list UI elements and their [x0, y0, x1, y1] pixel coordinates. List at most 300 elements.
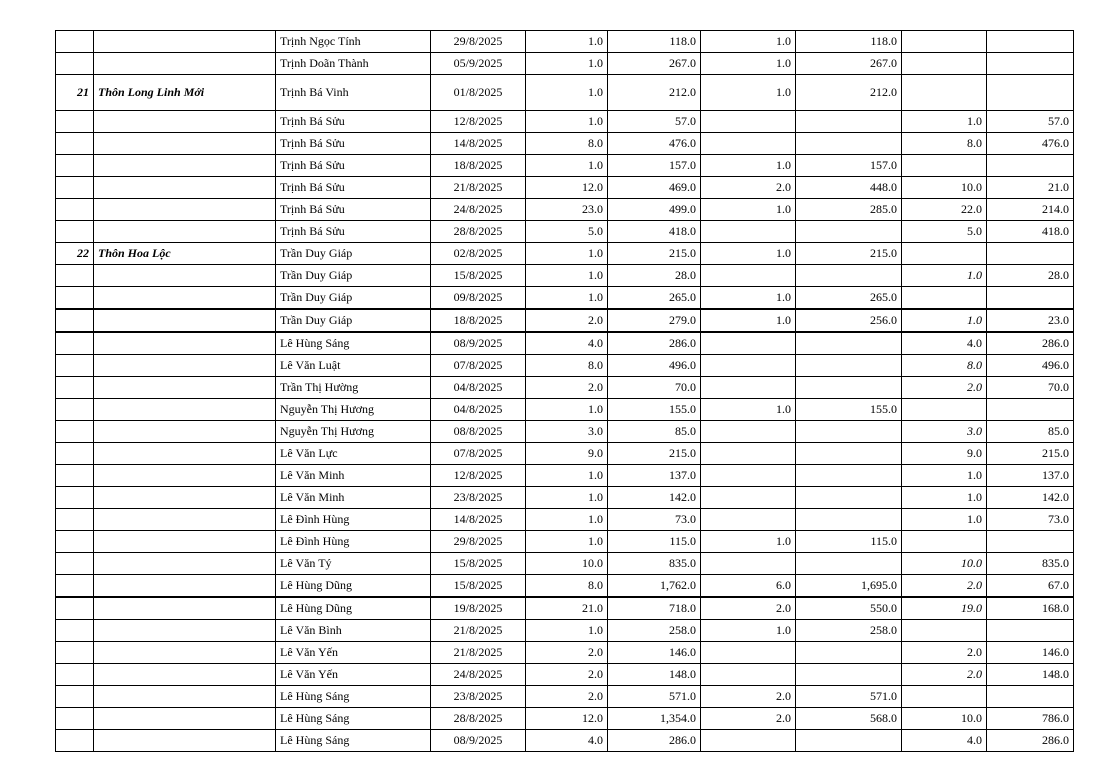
- village-name: [94, 575, 276, 598]
- person-name: Trịnh Bá Sửu: [276, 111, 431, 133]
- person-name: Lê Đình Hùng: [276, 509, 431, 531]
- value-c5: 1.0: [902, 265, 987, 287]
- value-c3: 1.0: [701, 620, 796, 642]
- row-number: [56, 465, 94, 487]
- person-name: Trịnh Bá Sửu: [276, 133, 431, 155]
- village-name: [94, 708, 276, 730]
- date-cell: 28/8/2025: [431, 708, 526, 730]
- row-number: [56, 31, 94, 53]
- value-c3: [701, 133, 796, 155]
- date-cell: 24/8/2025: [431, 199, 526, 221]
- table-row: [56, 664, 1074, 686]
- value-c6: 137.0: [987, 465, 1074, 487]
- value-c5: [902, 287, 987, 310]
- village-name: [94, 730, 276, 752]
- value-c6: [987, 243, 1074, 265]
- value-c1: 9.0: [526, 443, 608, 465]
- date-cell: 15/8/2025: [431, 265, 526, 287]
- person-name: Trịnh Bá Sửu: [276, 199, 431, 221]
- value-c4: 115.0: [796, 531, 902, 553]
- date-cell: 07/8/2025: [431, 355, 526, 377]
- value-c6: [987, 399, 1074, 421]
- value-c1: 1.0: [526, 509, 608, 531]
- value-c2: 286.0: [608, 332, 701, 355]
- row-number: [56, 620, 94, 642]
- value-c5: [902, 75, 987, 111]
- person-name: Lê Văn Minh: [276, 487, 431, 509]
- date-cell: 29/8/2025: [431, 31, 526, 53]
- village-name: [94, 465, 276, 487]
- value-c5: 4.0: [902, 730, 987, 752]
- value-c6: 28.0: [987, 265, 1074, 287]
- value-c3: 1.0: [701, 243, 796, 265]
- value-c4: [796, 377, 902, 399]
- value-c6: 85.0: [987, 421, 1074, 443]
- value-c2: 835.0: [608, 553, 701, 575]
- village-name: Thôn Long Linh Mới: [94, 75, 276, 111]
- village-name: [94, 221, 276, 243]
- village-name: [94, 155, 276, 177]
- value-c6: 67.0: [987, 575, 1074, 598]
- value-c6: 21.0: [987, 177, 1074, 199]
- table-row: [56, 133, 1074, 155]
- value-c2: 279.0: [608, 309, 701, 332]
- value-c1: 1.0: [526, 243, 608, 265]
- value-c6: [987, 155, 1074, 177]
- table-row: [56, 309, 1074, 332]
- value-c6: 23.0: [987, 309, 1074, 332]
- table-row: [56, 53, 1074, 75]
- date-cell: 07/8/2025: [431, 443, 526, 465]
- value-c4: 256.0: [796, 309, 902, 332]
- row-number: [56, 443, 94, 465]
- value-c2: 469.0: [608, 177, 701, 199]
- row-number: [56, 575, 94, 598]
- village-name: [94, 111, 276, 133]
- value-c4: [796, 730, 902, 752]
- value-c4: 157.0: [796, 155, 902, 177]
- value-c4: [796, 111, 902, 133]
- value-c1: 2.0: [526, 309, 608, 332]
- value-c4: [796, 509, 902, 531]
- table-row: [56, 642, 1074, 664]
- row-number: [56, 177, 94, 199]
- table-row: [56, 487, 1074, 509]
- date-cell: 09/8/2025: [431, 287, 526, 310]
- table-row: [56, 155, 1074, 177]
- table-row: [56, 177, 1074, 199]
- value-c5: 1.0: [902, 487, 987, 509]
- row-number: [56, 642, 94, 664]
- date-cell: 18/8/2025: [431, 309, 526, 332]
- row-number: [56, 708, 94, 730]
- value-c3: 1.0: [701, 155, 796, 177]
- row-number: [56, 730, 94, 752]
- value-c5: 19.0: [902, 597, 987, 620]
- value-c2: 258.0: [608, 620, 701, 642]
- person-name: Trịnh Bá Vinh: [276, 75, 431, 111]
- row-number: [56, 377, 94, 399]
- value-c3: [701, 443, 796, 465]
- table-row: [56, 199, 1074, 221]
- value-c4: [796, 221, 902, 243]
- table-row: [56, 509, 1074, 531]
- value-c5: 22.0: [902, 199, 987, 221]
- value-c6: 286.0: [987, 332, 1074, 355]
- row-number: [56, 111, 94, 133]
- date-cell: 05/9/2025: [431, 53, 526, 75]
- value-c3: 1.0: [701, 287, 796, 310]
- value-c4: [796, 265, 902, 287]
- date-cell: 24/8/2025: [431, 664, 526, 686]
- row-number: [56, 53, 94, 75]
- value-c2: 267.0: [608, 53, 701, 75]
- row-number: [56, 553, 94, 575]
- value-c1: 8.0: [526, 133, 608, 155]
- value-c2: 265.0: [608, 287, 701, 310]
- village-name: [94, 421, 276, 443]
- row-number: [56, 531, 94, 553]
- value-c3: 6.0: [701, 575, 796, 598]
- date-cell: 14/8/2025: [431, 133, 526, 155]
- row-number: 22: [56, 243, 94, 265]
- value-c4: 118.0: [796, 31, 902, 53]
- value-c1: 4.0: [526, 730, 608, 752]
- value-c3: 1.0: [701, 531, 796, 553]
- person-name: Trần Duy Giáp: [276, 287, 431, 310]
- value-c6: 148.0: [987, 664, 1074, 686]
- person-name: Trịnh Ngọc Tính: [276, 31, 431, 53]
- village-name: [94, 620, 276, 642]
- village-name: [94, 443, 276, 465]
- date-cell: 08/8/2025: [431, 421, 526, 443]
- value-c5: 2.0: [902, 377, 987, 399]
- value-c2: 286.0: [608, 730, 701, 752]
- value-c2: 418.0: [608, 221, 701, 243]
- value-c2: 157.0: [608, 155, 701, 177]
- value-c2: 115.0: [608, 531, 701, 553]
- value-c6: [987, 686, 1074, 708]
- value-c5: 8.0: [902, 355, 987, 377]
- person-name: Lê Hùng Dũng: [276, 597, 431, 620]
- value-c5: 4.0: [902, 332, 987, 355]
- value-c5: 5.0: [902, 221, 987, 243]
- value-c1: 2.0: [526, 642, 608, 664]
- value-c5: [902, 620, 987, 642]
- value-c6: 496.0: [987, 355, 1074, 377]
- table-row: [56, 75, 1074, 111]
- date-cell: 15/8/2025: [431, 575, 526, 598]
- village-name: [94, 355, 276, 377]
- value-c2: 1,762.0: [608, 575, 701, 598]
- person-name: Trần Thị Hường: [276, 377, 431, 399]
- value-c6: 146.0: [987, 642, 1074, 664]
- date-cell: 23/8/2025: [431, 487, 526, 509]
- person-name: Trần Duy Giáp: [276, 265, 431, 287]
- value-c5: [902, 531, 987, 553]
- value-c5: [902, 31, 987, 53]
- value-c5: [902, 155, 987, 177]
- value-c6: 73.0: [987, 509, 1074, 531]
- village-name: [94, 642, 276, 664]
- person-name: Trịnh Doãn Thành: [276, 53, 431, 75]
- value-c3: [701, 465, 796, 487]
- value-c5: 10.0: [902, 553, 987, 575]
- value-c3: 1.0: [701, 309, 796, 332]
- date-cell: 21/8/2025: [431, 642, 526, 664]
- value-c6: 168.0: [987, 597, 1074, 620]
- value-c3: 1.0: [701, 399, 796, 421]
- value-c1: 12.0: [526, 177, 608, 199]
- date-cell: 12/8/2025: [431, 111, 526, 133]
- village-name: [94, 377, 276, 399]
- person-name: Lê Đình Hùng: [276, 531, 431, 553]
- row-number: [56, 287, 94, 310]
- value-c1: 10.0: [526, 553, 608, 575]
- person-name: Lê Văn Minh: [276, 465, 431, 487]
- value-c1: 1.0: [526, 75, 608, 111]
- row-number: [56, 199, 94, 221]
- value-c4: [796, 642, 902, 664]
- person-name: Lê Văn Bình: [276, 620, 431, 642]
- value-c6: [987, 75, 1074, 111]
- value-c6: [987, 531, 1074, 553]
- value-c2: 148.0: [608, 664, 701, 686]
- table-row: [56, 221, 1074, 243]
- date-cell: 21/8/2025: [431, 620, 526, 642]
- value-c1: 12.0: [526, 708, 608, 730]
- value-c5: 1.0: [902, 111, 987, 133]
- value-c6: [987, 620, 1074, 642]
- value-c3: 2.0: [701, 708, 796, 730]
- value-c4: 215.0: [796, 243, 902, 265]
- row-number: 21: [56, 75, 94, 111]
- value-c2: 215.0: [608, 243, 701, 265]
- row-number: [56, 355, 94, 377]
- table-row: [56, 31, 1074, 53]
- value-c4: 1,695.0: [796, 575, 902, 598]
- value-c3: [701, 377, 796, 399]
- value-c1: 8.0: [526, 355, 608, 377]
- value-c5: [902, 686, 987, 708]
- value-c1: 4.0: [526, 332, 608, 355]
- village-name: [94, 199, 276, 221]
- value-c4: [796, 133, 902, 155]
- row-number: [56, 133, 94, 155]
- value-c1: 8.0: [526, 575, 608, 598]
- value-c1: 1.0: [526, 53, 608, 75]
- date-cell: 04/8/2025: [431, 377, 526, 399]
- value-c4: [796, 332, 902, 355]
- table-row: [56, 620, 1074, 642]
- value-c6: 70.0: [987, 377, 1074, 399]
- value-c2: 496.0: [608, 355, 701, 377]
- value-c3: [701, 487, 796, 509]
- value-c1: 1.0: [526, 155, 608, 177]
- person-name: Lê Văn Lực: [276, 443, 431, 465]
- date-cell: 04/8/2025: [431, 399, 526, 421]
- value-c4: 212.0: [796, 75, 902, 111]
- person-name: Nguyễn Thị Hương: [276, 421, 431, 443]
- person-name: Lê Hùng Sáng: [276, 730, 431, 752]
- row-number: [56, 309, 94, 332]
- value-c6: 142.0: [987, 487, 1074, 509]
- value-c3: 1.0: [701, 53, 796, 75]
- row-number: [56, 509, 94, 531]
- table-row: [56, 111, 1074, 133]
- village-name: [94, 509, 276, 531]
- table-row: [56, 708, 1074, 730]
- value-c3: [701, 221, 796, 243]
- value-c5: 2.0: [902, 642, 987, 664]
- value-c6: 57.0: [987, 111, 1074, 133]
- village-name: [94, 487, 276, 509]
- person-name: Trần Duy Giáp: [276, 243, 431, 265]
- person-name: Trịnh Bá Sửu: [276, 221, 431, 243]
- village-name: [94, 399, 276, 421]
- village-name: [94, 133, 276, 155]
- value-c2: 1,354.0: [608, 708, 701, 730]
- value-c6: [987, 31, 1074, 53]
- value-c4: [796, 421, 902, 443]
- value-c4: [796, 465, 902, 487]
- village-name: Thôn Hoa Lộc: [94, 243, 276, 265]
- value-c2: 70.0: [608, 377, 701, 399]
- village-name: [94, 309, 276, 332]
- value-c5: [902, 53, 987, 75]
- table-row: [56, 355, 1074, 377]
- value-c4: [796, 443, 902, 465]
- value-c4: 550.0: [796, 597, 902, 620]
- row-number: [56, 664, 94, 686]
- value-c4: 448.0: [796, 177, 902, 199]
- person-name: Trịnh Bá Sửu: [276, 155, 431, 177]
- value-c6: 835.0: [987, 553, 1074, 575]
- value-c5: 8.0: [902, 133, 987, 155]
- value-c6: [987, 287, 1074, 310]
- table-row: [56, 730, 1074, 752]
- row-number: [56, 221, 94, 243]
- table-row: [56, 597, 1074, 620]
- value-c4: 571.0: [796, 686, 902, 708]
- village-name: [94, 287, 276, 310]
- value-c6: 214.0: [987, 199, 1074, 221]
- value-c1: 23.0: [526, 199, 608, 221]
- value-c3: [701, 553, 796, 575]
- value-c4: [796, 487, 902, 509]
- person-name: Lê Hùng Sáng: [276, 332, 431, 355]
- value-c4: [796, 664, 902, 686]
- person-name: Trần Duy Giáp: [276, 309, 431, 332]
- person-name: Trịnh Bá Sửu: [276, 177, 431, 199]
- value-c2: 57.0: [608, 111, 701, 133]
- value-c3: [701, 509, 796, 531]
- value-c4: [796, 355, 902, 377]
- date-cell: 21/8/2025: [431, 177, 526, 199]
- value-c3: 1.0: [701, 199, 796, 221]
- row-number: [56, 597, 94, 620]
- table-row: [56, 443, 1074, 465]
- value-c2: 155.0: [608, 399, 701, 421]
- date-cell: 12/8/2025: [431, 465, 526, 487]
- value-c5: 3.0: [902, 421, 987, 443]
- value-c2: 28.0: [608, 265, 701, 287]
- table-row: [56, 399, 1074, 421]
- row-number: [56, 155, 94, 177]
- person-name: Lê Văn Yến: [276, 642, 431, 664]
- person-name: Lê Hùng Dũng: [276, 575, 431, 598]
- date-cell: 23/8/2025: [431, 686, 526, 708]
- value-c1: 2.0: [526, 664, 608, 686]
- value-c3: [701, 642, 796, 664]
- village-name: [94, 332, 276, 355]
- value-c2: 476.0: [608, 133, 701, 155]
- data-table: [55, 30, 1074, 752]
- value-c2: 146.0: [608, 642, 701, 664]
- value-c1: 1.0: [526, 620, 608, 642]
- village-name: [94, 531, 276, 553]
- person-name: Nguyễn Thị Hương: [276, 399, 431, 421]
- value-c4: 265.0: [796, 287, 902, 310]
- value-c3: 2.0: [701, 177, 796, 199]
- village-name: [94, 53, 276, 75]
- date-cell: 15/8/2025: [431, 553, 526, 575]
- table-row: [56, 465, 1074, 487]
- value-c2: 142.0: [608, 487, 701, 509]
- person-name: Lê Hùng Sáng: [276, 708, 431, 730]
- value-c1: 1.0: [526, 531, 608, 553]
- value-c4: 155.0: [796, 399, 902, 421]
- value-c5: 1.0: [902, 509, 987, 531]
- village-name: [94, 597, 276, 620]
- date-cell: 08/9/2025: [431, 332, 526, 355]
- value-c1: 1.0: [526, 265, 608, 287]
- person-name: Lê Văn Tý: [276, 553, 431, 575]
- table-row: [56, 421, 1074, 443]
- village-name: [94, 31, 276, 53]
- value-c3: [701, 111, 796, 133]
- value-c3: 2.0: [701, 686, 796, 708]
- row-number: [56, 332, 94, 355]
- village-name: [94, 664, 276, 686]
- value-c4: [796, 553, 902, 575]
- value-c1: 2.0: [526, 686, 608, 708]
- value-c5: [902, 243, 987, 265]
- value-c2: 212.0: [608, 75, 701, 111]
- table-row: [56, 332, 1074, 355]
- value-c4: 267.0: [796, 53, 902, 75]
- table-row: [56, 243, 1074, 265]
- value-c2: 73.0: [608, 509, 701, 531]
- value-c5: 2.0: [902, 664, 987, 686]
- date-cell: 14/8/2025: [431, 509, 526, 531]
- value-c6: 786.0: [987, 708, 1074, 730]
- value-c4: 568.0: [796, 708, 902, 730]
- person-name: Lê Hùng Sáng: [276, 686, 431, 708]
- value-c3: 2.0: [701, 597, 796, 620]
- value-c6: 476.0: [987, 133, 1074, 155]
- value-c1: 1.0: [526, 111, 608, 133]
- value-c3: [701, 265, 796, 287]
- date-cell: 18/8/2025: [431, 155, 526, 177]
- value-c2: 499.0: [608, 199, 701, 221]
- table-row: [56, 686, 1074, 708]
- value-c2: 137.0: [608, 465, 701, 487]
- value-c1: 2.0: [526, 377, 608, 399]
- value-c4: 258.0: [796, 620, 902, 642]
- value-c5: 10.0: [902, 708, 987, 730]
- date-cell: 01/8/2025: [431, 75, 526, 111]
